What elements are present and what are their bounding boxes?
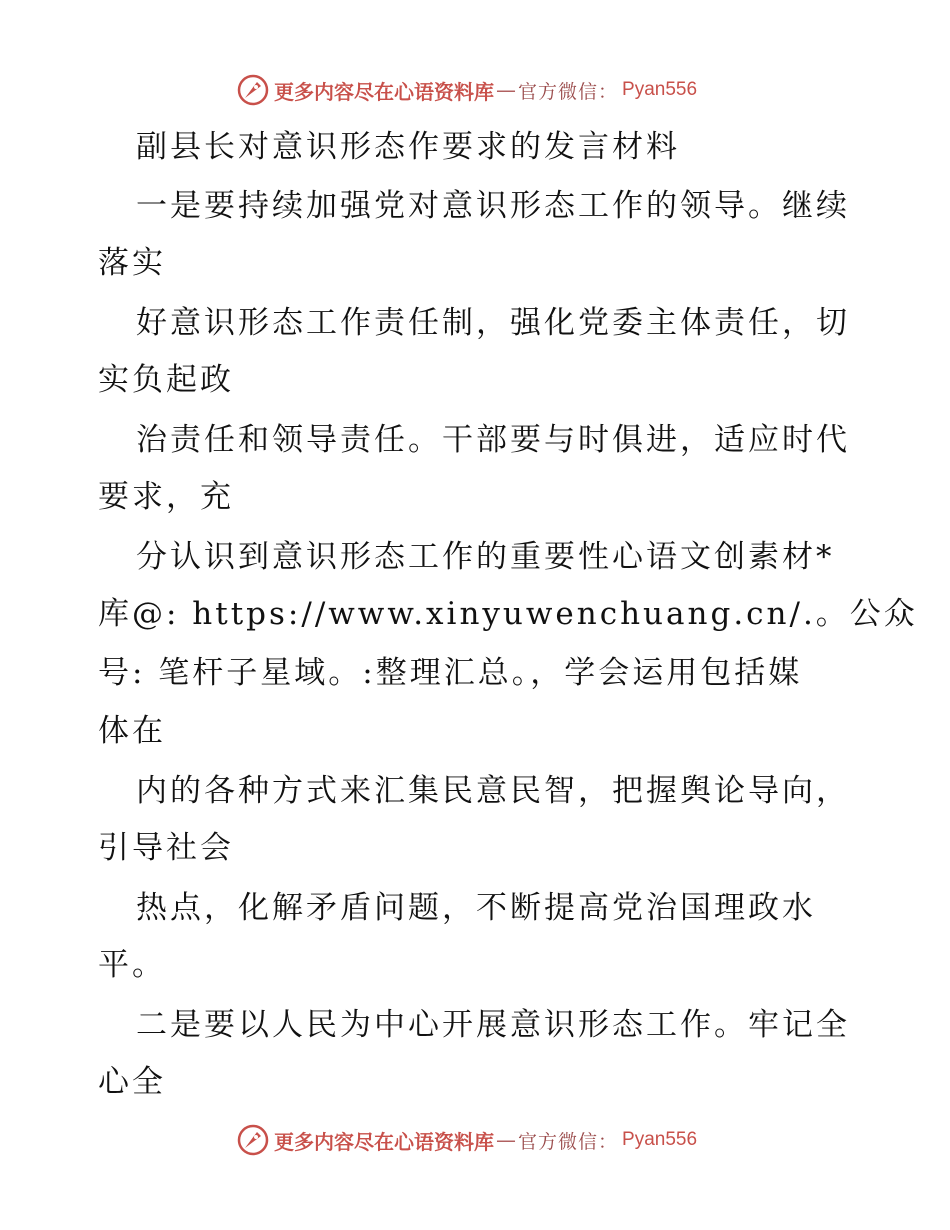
paragraph-line: 一是要持续加强党对意识形态工作的领导。继续	[136, 188, 850, 224]
paragraph-line: 内的各种方式来汇集民意民智，把握舆论导向，	[136, 773, 850, 809]
banner-official-label: 官方微信：	[518, 80, 619, 103]
banner-slogan: 更多内容尽在心语资料库	[274, 79, 494, 104]
paragraph-line: 号: 笔杆子星域。:整理汇总。，学会运用包括媒	[98, 655, 803, 691]
banner-wechat-id: Pyan556	[622, 79, 698, 100]
paragraph-line: 要求，充	[98, 479, 234, 515]
paragraph-line: 好意识形态工作责任制，强化党委主体责任，切	[136, 305, 850, 341]
paragraph-line: 体在	[98, 713, 166, 749]
paragraph-line: 实负起政	[98, 362, 234, 398]
paragraph-line-url: 库@: https://www.xinyuwenchuang.cn/.。公众	[98, 596, 918, 632]
paragraph-line: 二是要以人民为中心开展意识形态工作。牢记全	[136, 1007, 850, 1043]
paragraph-line: 分认识到意识形态工作的重要性心语文创素材*	[136, 539, 835, 575]
paragraph-line: 心全	[98, 1064, 166, 1100]
document-title: 副县长对意识形态作要求的发言材料	[136, 129, 680, 165]
banner-official-label: 官方微信：	[518, 1130, 619, 1153]
paragraph-line: 落实	[98, 245, 166, 281]
pen-nib-logo-icon	[236, 1123, 270, 1157]
paragraph-line: 治责任和领导责任。干部要与时俱进，适应时代	[136, 422, 850, 458]
footer-watermark-banner	[236, 1123, 697, 1157]
banner-dash: —	[496, 78, 516, 102]
banner-slogan: 更多内容尽在心语资料库	[274, 1129, 494, 1154]
paragraph-line: 热点，化解矛盾问题，不断提高党治国理政水	[136, 890, 816, 926]
banner-dash: —	[496, 1128, 516, 1152]
banner-wechat-id: Pyan556	[622, 1129, 698, 1150]
paragraph-line: 平。	[98, 947, 166, 983]
paragraph-line: 引导社会	[98, 830, 234, 866]
